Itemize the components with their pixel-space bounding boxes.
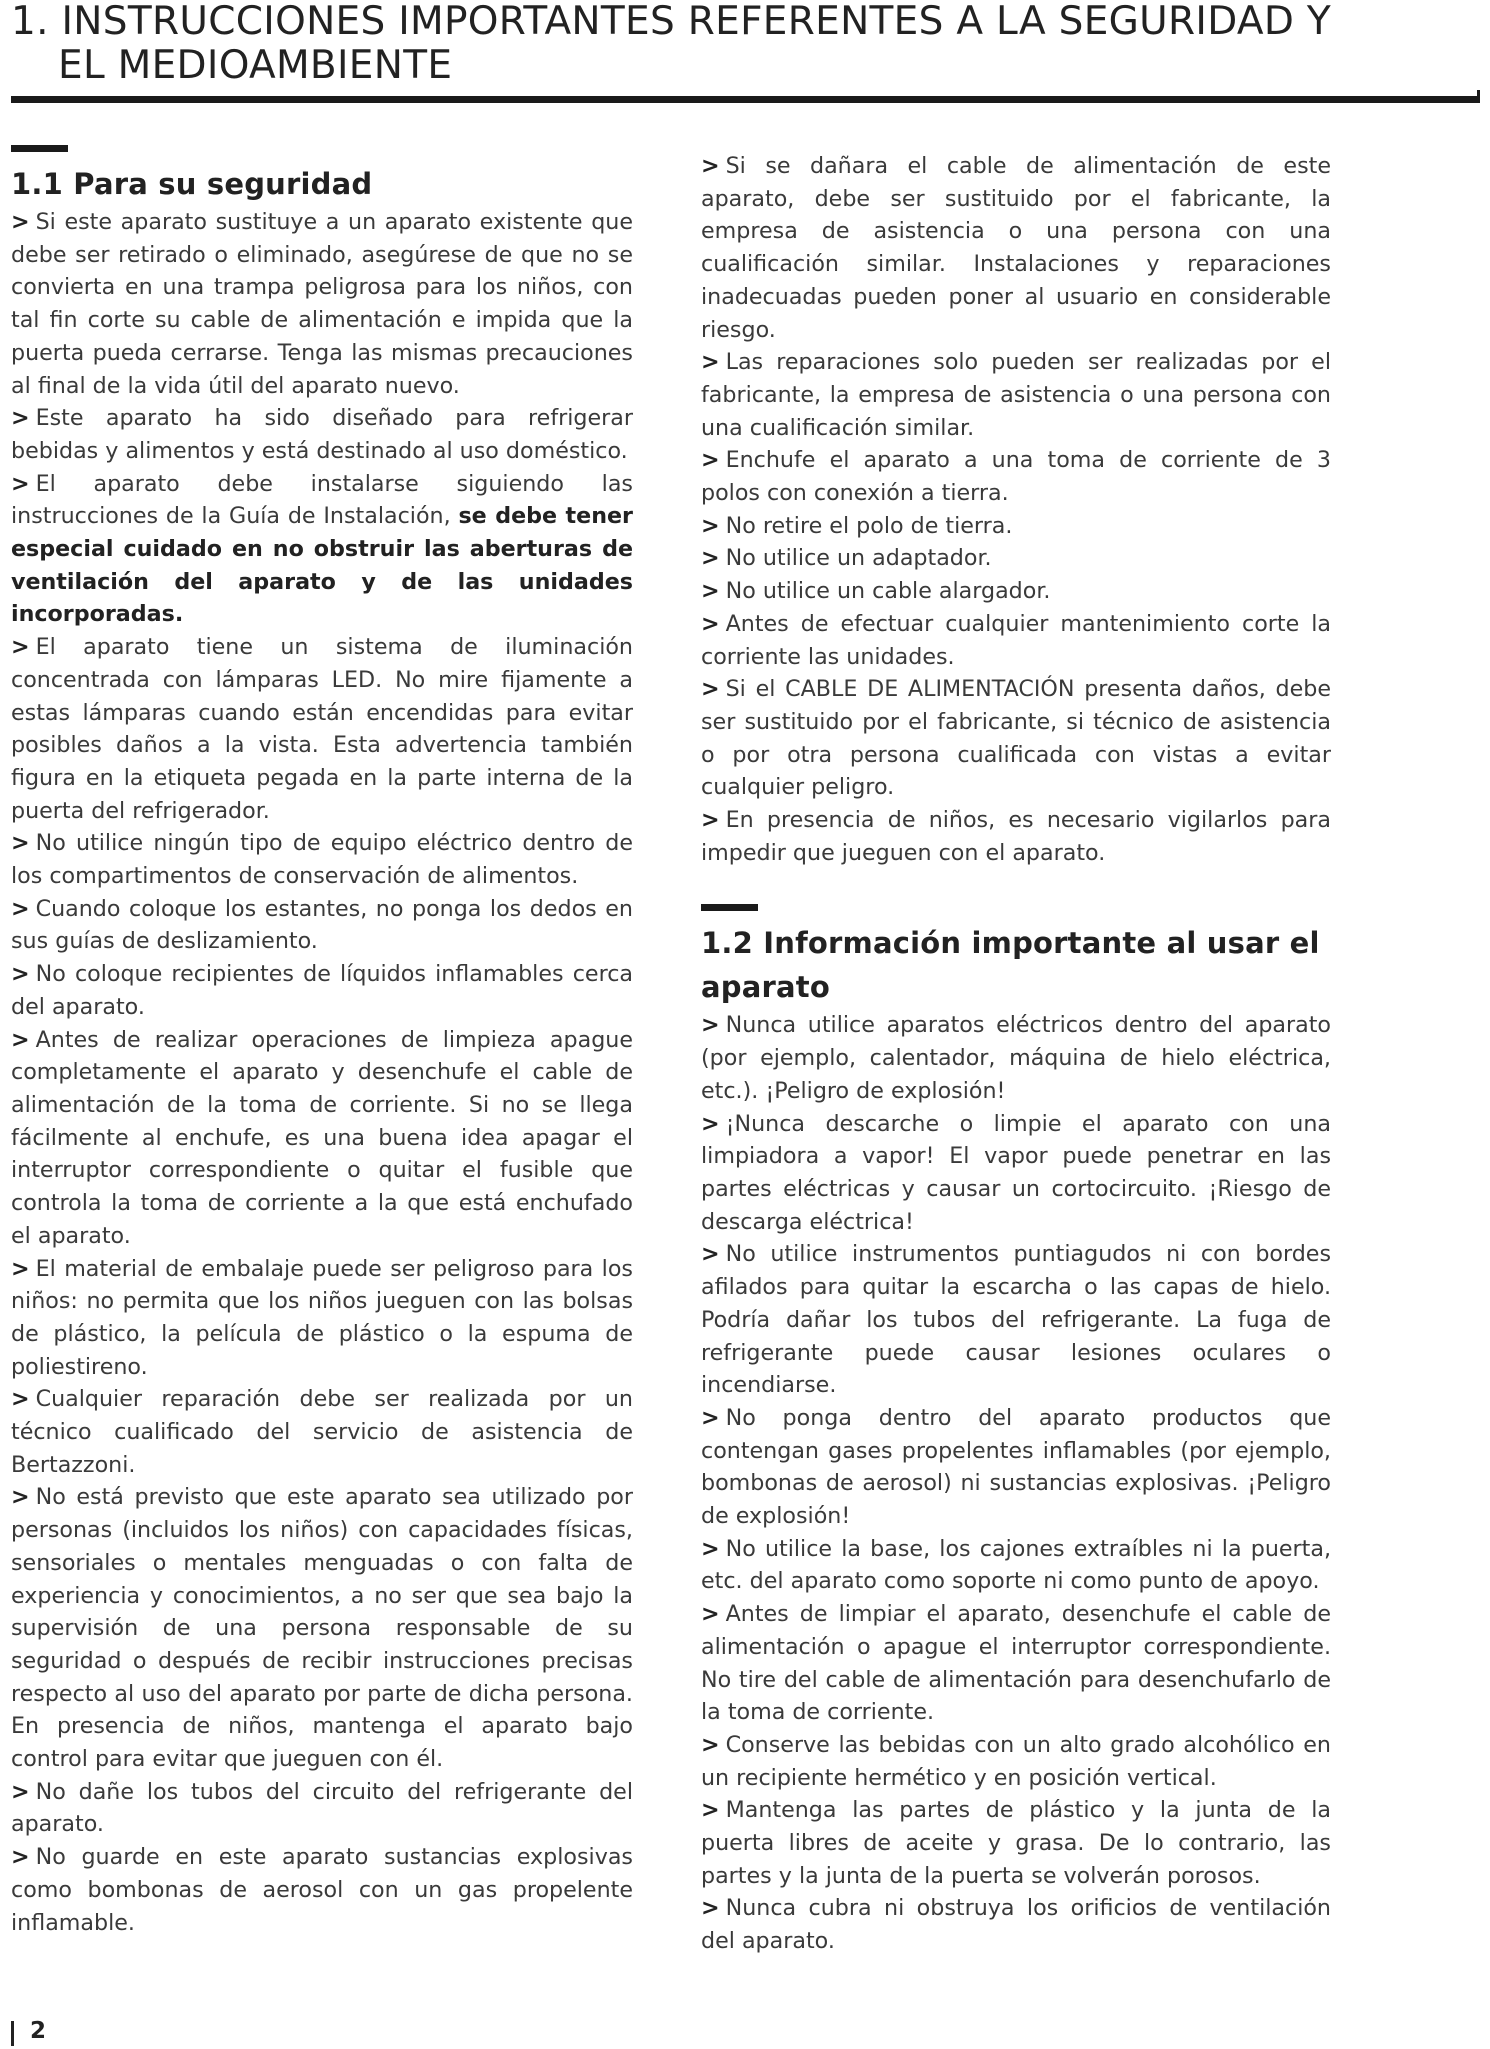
title-rule bbox=[11, 96, 1477, 103]
paragraph-text: Si este aparato sustituye a un aparato existente que debe ser retirado o eliminado, asegúrese de que no se convierta en una trampa peligrosa para los niños, con tal fin corte su cable de alimentación e impida que la puerta pueda cerrarse. Tenga las mismas precauciones al final de la vida útil del aparato nuevo. bbox=[11, 209, 633, 399]
paragraph-text: No utilice un adaptador. bbox=[725, 545, 992, 572]
arrow-icon: > bbox=[11, 1386, 30, 1413]
section-1-2-heading: 1.2 Información importante al usar el aparato bbox=[701, 926, 1320, 1005]
paragraph-text: Este aparato ha sido diseñado para refrigerar bebidas y alimentos y está destinado al uso doméstico. bbox=[11, 405, 633, 464]
paragraph-text: No utilice ningún tipo de equipo eléctrico dentro de los compartimentos de conservación de alimentos. bbox=[11, 830, 633, 890]
title-line-1: 1. INSTRUCCIONES IMPORTANTES REFERENTES A LA SEGURIDAD Y bbox=[11, 0, 1331, 44]
arrow-icon: > bbox=[701, 1535, 720, 1562]
page-number-bar bbox=[11, 2021, 14, 2046]
page-number: 2 bbox=[30, 2018, 47, 2044]
arrow-icon: > bbox=[11, 1255, 30, 1282]
arrow-icon: > bbox=[701, 1895, 720, 1922]
paragraph bbox=[11, 1776, 633, 1841]
paragraph bbox=[701, 150, 1331, 346]
paragraph bbox=[701, 510, 1331, 543]
arrow-icon: > bbox=[11, 405, 30, 432]
title-rule-end-mark bbox=[1477, 90, 1480, 103]
paragraph bbox=[701, 673, 1331, 804]
paragraph bbox=[11, 631, 633, 827]
arrow-icon: > bbox=[11, 830, 30, 857]
section-1-1-heading: 1.1 Para su seguridad bbox=[11, 167, 373, 201]
arrow-icon: > bbox=[11, 634, 30, 661]
arrow-icon: > bbox=[11, 895, 30, 922]
paragraph-text: Antes de realizar operaciones de limpieza apague completamente el aparato y desenchufe el cable de alimentación de la toma de corriente. Si no se llega fácilmente al enchufe, es una buena idea apagar el interruptor correspondiente o quitar el fusible que controla la toma de corriente a la que está enchufado el aparato. bbox=[11, 1026, 633, 1249]
paragraph-text: No utilice la base, los cajones extraíbles ni la puerta, etc. del aparato como soporte ni como punto de apoyo. bbox=[701, 1535, 1331, 1595]
paragraph-text: Cualquier reparación debe ser realizada por un técnico cualificado del servicio de asistencia de Bertazzoni. bbox=[11, 1386, 633, 1478]
paragraph bbox=[701, 1009, 1331, 1107]
title-line-2: EL MEDIOAMBIENTE bbox=[58, 43, 453, 88]
paragraph bbox=[701, 1892, 1331, 1957]
paragraph bbox=[11, 1253, 633, 1384]
paragraph bbox=[701, 542, 1331, 575]
paragraph bbox=[11, 958, 633, 1023]
arrow-icon: > bbox=[701, 676, 720, 703]
arrow-icon: > bbox=[701, 1404, 720, 1431]
paragraph bbox=[701, 1598, 1331, 1729]
paragraph-text: Conserve las bebidas con un alto grado alcohólico en un recipiente hermético y en posición vertical. bbox=[701, 1731, 1331, 1791]
arrow-icon: > bbox=[11, 1026, 30, 1053]
paragraph-text: No ponga dentro del aparato productos que contengan gases propelentes inflamables (por ejemplo, bombonas de aerosol) ni sustancias explosivas. ¡Peligro de explosión! bbox=[701, 1404, 1331, 1530]
paragraph-text: Nunca utilice aparatos eléctricos dentro del aparato (por ejemplo, calentador, máquina de hielo eléctrica, etc.). ¡Peligro de explosión! bbox=[701, 1012, 1331, 1104]
arrow-icon: > bbox=[11, 1484, 30, 1511]
paragraph-text: El aparato tiene un sistema de iluminación concentrada con lámparas LED. No mire fijamente a estas lámparas cuando están encendidas para evitar posibles daños a la vista. Esta advertencia también figura en la etiqueta pegada en la parte interna de la puerta del refrigerador. bbox=[11, 634, 633, 824]
arrow-icon: > bbox=[701, 1012, 720, 1039]
paragraph bbox=[701, 1402, 1331, 1533]
paragraph bbox=[11, 468, 633, 632]
arrow-icon: > bbox=[701, 1601, 720, 1628]
paragraph-text: No utilice instrumentos puntiagudos ni con bordes afilados para quitar la escarcha o las capas de hielo. Podría dañar los tubos del refrigerante. La fuga de refrigerante puede causar lesiones oculares o incendiarse. bbox=[701, 1241, 1331, 1399]
arrow-icon: > bbox=[701, 1241, 720, 1268]
paragraph-bold-text: se debe tener especial cuidado en no obstruir las aberturas de ventilación del aparato y de las unidades incorporadas. bbox=[11, 503, 633, 628]
right-column bbox=[701, 150, 1331, 1958]
paragraph-text: No dañe los tubos del circuito del refrigerante del aparato. bbox=[11, 1778, 633, 1838]
paragraph-text: Antes de efectuar cualquier mantenimiento corte la corriente las unidades. bbox=[701, 610, 1331, 670]
arrow-icon: > bbox=[11, 1778, 30, 1805]
section-1-2-bar bbox=[701, 904, 758, 911]
paragraph bbox=[11, 1383, 633, 1481]
arrow-icon: > bbox=[701, 447, 720, 474]
paragraph-text: El material de embalaje puede ser peligroso para los niños: no permita que los niños jueguen con las bolsas de plástico, la película de plástico o la espuma de poliestireno. bbox=[11, 1255, 633, 1380]
arrow-icon: > bbox=[11, 961, 30, 988]
arrow-icon: > bbox=[701, 545, 720, 572]
paragraph bbox=[701, 804, 1331, 869]
paragraph-text: Nunca cubra ni obstruya los orificios de ventilación del aparato. bbox=[701, 1895, 1331, 1955]
paragraph bbox=[11, 893, 633, 958]
arrow-icon: > bbox=[11, 1844, 30, 1871]
paragraph-text: No está previsto que este aparato sea utilizado por personas (incluidos los niños) con capacidades físicas, sensoriales o mentales menguadas o con falta de experiencia y conocimientos, a no ser que sea bajo la supervisión de una persona responsable de su seguridad o después de recibir instrucciones precisas respecto al uso del aparato por parte de dicha persona. En presencia de niños, mantenga el aparato bajo control para evitar que jueguen con él. bbox=[11, 1484, 633, 1773]
arrow-icon: > bbox=[701, 153, 720, 179]
arrow-icon: > bbox=[11, 470, 30, 497]
arrow-icon: > bbox=[701, 807, 720, 834]
paragraph bbox=[11, 1841, 633, 1939]
paragraph bbox=[11, 827, 633, 892]
paragraph bbox=[701, 1533, 1331, 1598]
paragraph-text: Mantenga las partes de plástico y la junta de la puerta libres de aceite y grasa. De lo contrario, las partes y la junta de la puerta se volverán porosos. bbox=[701, 1797, 1331, 1889]
paragraph-text: Si el CABLE DE ALIMENTACIÓN presenta daños, debe ser sustituido por el fabricante, si técnico de asistencia o por otra persona cualificada con vistas a evitar cualquier peligro. bbox=[701, 676, 1331, 801]
left-column bbox=[11, 145, 633, 1939]
paragraph bbox=[701, 444, 1331, 509]
paragraph-text: No coloque recipientes de líquidos inflamables cerca del aparato. bbox=[11, 961, 633, 1020]
page-title bbox=[11, 0, 1481, 88]
paragraph-text: No guarde en este aparato sustancias explosivas como bombonas de aerosol con un gas propelente inflamable. bbox=[11, 1844, 633, 1936]
arrow-icon: > bbox=[701, 349, 720, 376]
paragraph-text: Antes de limpiar el aparato, desenchufe el cable de alimentación o apague el interruptor correspondiente. No tire del cable de alimentación para desenchufarlo de la toma de corriente. bbox=[701, 1601, 1331, 1726]
arrow-icon: > bbox=[701, 1110, 720, 1137]
paragraph bbox=[11, 206, 633, 402]
paragraph-text: No retire el polo de tierra. bbox=[725, 512, 1013, 539]
paragraph-text: ¡Nunca descarche o limpie el aparato con una limpiadora a vapor! El vapor puede penetrar en las partes eléctricas y causar un cortocircuito. ¡Riesgo de descarga eléctrica! bbox=[701, 1110, 1331, 1235]
arrow-icon: > bbox=[11, 209, 30, 235]
section-1-1-bar bbox=[11, 145, 68, 152]
paragraph bbox=[701, 1794, 1331, 1892]
paragraph-text: Si se dañara el cable de alimentación de este aparato, debe ser sustituido por el fabricante, la empresa de asistencia o una persona con una cualificación similar. Instalaciones y reparaciones inadecuadas pueden poner al usuario en considerable riesgo. bbox=[701, 153, 1331, 343]
paragraph bbox=[701, 608, 1331, 673]
section-1-2 bbox=[701, 904, 1331, 1009]
paragraph-text: Cuando coloque los estantes, no ponga los dedos en sus guías de deslizamiento. bbox=[11, 895, 633, 955]
paragraph bbox=[701, 1108, 1331, 1239]
arrow-icon: > bbox=[701, 1797, 720, 1824]
paragraph-text: Las reparaciones solo pueden ser realizadas por el fabricante, la empresa de asistencia o una persona con una cualificación similar. bbox=[701, 349, 1331, 441]
paragraph bbox=[701, 575, 1331, 608]
arrow-icon: > bbox=[701, 1731, 720, 1758]
paragraph bbox=[11, 402, 633, 467]
paragraph bbox=[701, 1238, 1331, 1402]
paragraph bbox=[701, 346, 1331, 444]
paragraph-text: En presencia de niños, es necesario vigilarlos para impedir que jueguen con el aparato. bbox=[701, 807, 1331, 866]
arrow-icon: > bbox=[701, 610, 720, 637]
paragraph bbox=[11, 1024, 633, 1253]
arrow-icon: > bbox=[701, 578, 720, 605]
paragraph-text: Enchufe el aparato a una toma de corriente de 3 polos con conexión a tierra. bbox=[701, 447, 1331, 507]
paragraph-text: No utilice un cable alargador. bbox=[725, 578, 1051, 605]
paragraph-text: El aparato debe instalarse siguiendo las instrucciones de la Guía de Instalación, bbox=[11, 470, 633, 530]
arrow-icon: > bbox=[701, 512, 720, 539]
paragraph bbox=[11, 1481, 633, 1775]
paragraph bbox=[701, 1729, 1331, 1794]
